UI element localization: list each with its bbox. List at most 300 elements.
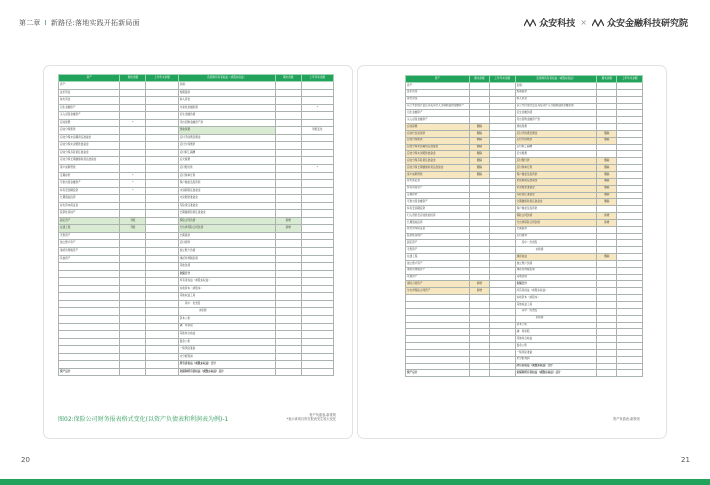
table-cell [490, 185, 515, 192]
table-cell: 永续债 [515, 247, 597, 254]
table-cell [120, 255, 146, 263]
table-cell: 资产总计 [59, 368, 120, 376]
table-row [59, 308, 334, 316]
table-cell [301, 240, 333, 248]
table-cell: * [120, 180, 146, 188]
chapter-header [19, 18, 140, 28]
table-cell [59, 278, 120, 286]
table-cell [146, 248, 178, 256]
table-cell [490, 83, 515, 90]
table-cell [275, 263, 301, 271]
table-cell [146, 89, 178, 97]
table-cell [597, 356, 617, 363]
table-row [59, 278, 334, 286]
table-cell [275, 270, 301, 278]
table-row [406, 137, 643, 144]
table-cell [617, 219, 643, 226]
table-cell: 删除 [469, 137, 489, 144]
table-row [59, 187, 334, 195]
table-cell [597, 336, 617, 343]
table-cell [597, 260, 617, 267]
table-cell [301, 315, 333, 323]
table-cell [597, 370, 617, 377]
table-row [59, 97, 334, 105]
table-cell: 应收分保长期健康险责任准备金 [406, 165, 470, 172]
table-cell [469, 274, 489, 281]
table-cell [490, 117, 515, 124]
table-cell: 未到期责任准备金 [178, 187, 275, 195]
table-cell: 预收保费 [515, 124, 597, 131]
table-row [406, 356, 643, 363]
table-cell [597, 83, 617, 90]
table-cell [597, 110, 617, 117]
table-cell: 应收分保账款 [406, 137, 470, 144]
table-cell [120, 240, 146, 248]
table-cell [617, 151, 643, 158]
table-cell: 应付保单红利 [178, 172, 275, 180]
table-row [59, 89, 334, 97]
section-title: 新路径:落地实践开拓新局面 [50, 19, 140, 27]
table-cell [617, 96, 643, 103]
table-cell [490, 363, 515, 370]
table-cell [490, 199, 515, 206]
table-cell [469, 185, 489, 192]
table-cell [275, 142, 301, 150]
table-cell: 资产总计 [406, 370, 470, 377]
table-cell: 以公允价值计量且其变动计入当期损益的金融负债 [515, 103, 597, 110]
table-cell [490, 343, 515, 350]
table-cell [146, 300, 178, 308]
table-cell: * [120, 172, 146, 180]
table-cell [617, 226, 643, 233]
table-cell: 新增 [597, 219, 617, 226]
table-cell [597, 363, 617, 370]
table-cell [301, 202, 333, 210]
table-cell: 以公允价值计量且其变动计入当期损益的金融资产 [406, 103, 470, 110]
table-cell [146, 232, 178, 240]
table-cell [120, 210, 146, 218]
table-cell: 应付职工薪酬 [515, 144, 597, 151]
table-cell: 所有者权益（或股东权益）： [515, 288, 597, 295]
table-cell [301, 142, 333, 150]
table-cell: 其他综合收益 [178, 331, 275, 339]
table-row [406, 206, 643, 213]
table-cell [469, 89, 489, 96]
table-row [406, 117, 643, 124]
table-cell: 归入贷款及应收款的投资 [406, 213, 470, 220]
table-cell: 拆入资金 [515, 96, 597, 103]
table-cell: 长期股权投资 [406, 219, 470, 226]
table-row [59, 331, 334, 339]
table-cell [490, 151, 515, 158]
table-cell [120, 82, 146, 90]
table-cell [490, 281, 515, 288]
table-cell: 无形资产 [59, 232, 120, 240]
table-row [59, 195, 334, 203]
table-cell [617, 363, 643, 370]
table-cell: 新增 [469, 288, 489, 295]
table-cell [59, 315, 120, 323]
table-cell [301, 331, 333, 339]
table-cell [406, 308, 470, 315]
table-cell [146, 119, 178, 127]
table-cell: 其他负债 [178, 263, 275, 271]
table-cell: 拆入资金 [178, 97, 275, 105]
table-row [406, 370, 643, 377]
table-cell [469, 226, 489, 233]
table-cell: 应收分保寿险责任准备金 [406, 158, 470, 165]
table-cell [275, 240, 301, 248]
table-cell [469, 315, 489, 322]
table-cell [120, 353, 146, 361]
table-cell [469, 219, 489, 226]
table-cell [469, 213, 489, 220]
table-cell [275, 157, 301, 165]
table-cell [490, 315, 515, 322]
table-row [406, 213, 643, 220]
table-cell: 新增 [469, 281, 489, 288]
table-cell: 递延所得税资产 [406, 267, 470, 274]
table-row [406, 171, 643, 178]
table-cell [120, 248, 146, 256]
table-cell [490, 192, 515, 199]
table-cell [597, 233, 617, 240]
table-cell [469, 206, 489, 213]
table-cell: 资本公积 [515, 322, 597, 329]
table-cell [617, 288, 643, 295]
table-cell [597, 295, 617, 302]
table-cell [146, 270, 178, 278]
table-row [406, 226, 643, 233]
table-cell: 保户储金及投资款 [178, 180, 275, 188]
table-cell [146, 225, 178, 233]
zhongan-logo-icon [524, 19, 536, 27]
table-cell: 新增 [275, 217, 301, 225]
table-cell [275, 361, 301, 369]
table-cell: 应交税费 [515, 151, 597, 158]
table-cell [301, 195, 333, 203]
table-cell [146, 263, 178, 271]
table-cell: 应付债券 [178, 240, 275, 248]
table-row [406, 274, 643, 281]
table-cell [301, 368, 333, 376]
table-cell [597, 349, 617, 356]
table-cell [490, 288, 515, 295]
table-cell [617, 281, 643, 288]
table-cell [275, 331, 301, 339]
column-header: 资产 [59, 75, 120, 82]
table-cell [275, 119, 301, 127]
table-row [59, 353, 334, 361]
table-cell [146, 210, 178, 218]
table-row [406, 336, 643, 343]
table-cell [490, 96, 515, 103]
table-cell: 删除 [469, 165, 489, 172]
table-cell [490, 219, 515, 226]
table-cell [490, 137, 515, 144]
table-cell [617, 322, 643, 329]
table-row [406, 178, 643, 185]
table-cell: 删除 [597, 178, 617, 185]
table-cell [406, 295, 470, 302]
table-cell [301, 172, 333, 180]
table-cell: 负债： [515, 83, 597, 90]
table-cell: 长期借款 [178, 232, 275, 240]
table-cell: 分出再保险合同负债 [178, 225, 275, 233]
table-cell: 负债合计 [515, 281, 597, 288]
table-cell [617, 165, 643, 172]
table-cell: 应收分保未到期责任准备金 [406, 144, 470, 151]
table-cell [617, 117, 643, 124]
table-cell [617, 103, 643, 110]
table-row [406, 322, 643, 329]
table-cell [146, 127, 178, 135]
chapter-label: 第二章 [19, 19, 41, 27]
table-row [59, 285, 334, 293]
table-cell [301, 361, 333, 369]
table-cell: 可供出售金融资产 [59, 180, 120, 188]
table-cell: 短期借款 [515, 89, 597, 96]
table-cell: 独立账户负债 [515, 260, 597, 267]
table-cell [469, 349, 489, 356]
table-row [59, 225, 334, 233]
table-cell [301, 285, 333, 293]
table-row [406, 130, 643, 137]
table-cell [490, 349, 515, 356]
table-cell [617, 158, 643, 165]
table-cell: 盈余公积 [178, 338, 275, 346]
table-cell: 实收资本（或股本） [178, 285, 275, 293]
table-cell: 分出再保险合同负债 [515, 219, 597, 226]
table-cell [146, 202, 178, 210]
table-cell: 应收保费 [406, 124, 470, 131]
column-header: 负债和所有者权益（或股东权益） [515, 76, 597, 83]
table-row [406, 343, 643, 350]
table-cell [301, 225, 333, 233]
table-cell [146, 187, 178, 195]
table-cell: 固定资产 [59, 217, 120, 225]
table-cell: 删除 [597, 165, 617, 172]
table-cell: 应收代位追偿款 [406, 130, 470, 137]
table-cell [59, 323, 120, 331]
table-cell [617, 192, 643, 199]
table-row [406, 110, 643, 117]
table-row [59, 338, 334, 346]
table-cell: 应付分保账款 [515, 137, 597, 144]
table-cell [490, 103, 515, 110]
table-row [406, 219, 643, 226]
table-row [406, 254, 643, 261]
table-cell [120, 127, 146, 135]
table-cell: 应收分保未决赔款准备金 [406, 151, 470, 158]
table-cell: 递延所得税资产 [59, 248, 120, 256]
table-cell [275, 89, 301, 97]
table-cell: 递延收益 [515, 254, 597, 261]
table-cell: 应付债券 [515, 233, 597, 240]
table-cell [469, 178, 489, 185]
table-cell [469, 83, 489, 90]
table-row [406, 281, 643, 288]
table-cell [617, 89, 643, 96]
table-cell: 买入返售金融资产 [59, 112, 120, 120]
table-cell [490, 226, 515, 233]
table-row [59, 240, 334, 248]
table-cell [617, 213, 643, 220]
table-cell: 持有至到期投资 [59, 187, 120, 195]
table-cell: 递延所得税负债 [178, 255, 275, 263]
table-cell [275, 232, 301, 240]
table-cell [59, 270, 120, 278]
table-cell: 衍生金融资产 [406, 110, 470, 117]
table-cell [617, 315, 643, 322]
table-cell [146, 353, 178, 361]
table-cell: 存出资本保证金 [406, 226, 470, 233]
table-cell [469, 363, 489, 370]
table-cell [490, 124, 515, 131]
table-cell: 列报 [120, 225, 146, 233]
table-cell: 投资性房地产 [59, 210, 120, 218]
table-cell: 定期存款 [406, 192, 470, 199]
table-cell [597, 274, 617, 281]
table-cell [120, 293, 146, 301]
table-row [406, 315, 643, 322]
table-cell: 永续债 [178, 308, 275, 316]
table-cell [469, 247, 489, 254]
table-cell [490, 267, 515, 274]
table-cell [275, 338, 301, 346]
table-row [406, 158, 643, 165]
table-cell: 新增 [275, 225, 301, 233]
table-cell: 减：库存股 [178, 323, 275, 331]
table-cell [469, 329, 489, 336]
table-cell [617, 343, 643, 350]
table-cell [617, 370, 643, 377]
table-cell [301, 134, 333, 142]
table-cell: 删除 [469, 124, 489, 131]
table-cell [146, 82, 178, 90]
table-cell: 存出资本保证金 [59, 202, 120, 210]
table-cell: 删除 [597, 158, 617, 165]
table-cell [406, 315, 470, 322]
table-cell [490, 165, 515, 172]
table-row [59, 217, 334, 225]
table-cell [406, 302, 470, 309]
table-cell: 资产： [59, 82, 120, 90]
table-cell: 删除 [469, 130, 489, 137]
table-cell [406, 329, 470, 336]
table-row [406, 308, 643, 315]
column-header: 上年年末余额 [617, 76, 643, 83]
table-cell [490, 206, 515, 213]
table-cell [275, 149, 301, 157]
table-cell [275, 82, 301, 90]
table-cell [275, 308, 301, 316]
table-cell [275, 300, 301, 308]
table-row [59, 165, 334, 173]
table-cell [469, 295, 489, 302]
table-cell: 应付保单红利 [515, 165, 597, 172]
table-cell [617, 267, 643, 274]
table-row [406, 103, 643, 110]
table-row [59, 232, 334, 240]
table-row [406, 83, 643, 90]
table-cell [597, 302, 617, 309]
table-cell [301, 97, 333, 105]
table-cell [301, 263, 333, 271]
table-cell [617, 233, 643, 240]
table-cell: 保险合同负债 [178, 217, 275, 225]
table-cell [469, 199, 489, 206]
table-row [406, 329, 643, 336]
table-cell: 所有者权益（或股东权益）合计 [515, 363, 597, 370]
table-cell [490, 370, 515, 377]
table-cell [490, 110, 515, 117]
column-header: 期末余额 [469, 76, 489, 83]
table-cell [490, 274, 515, 281]
table-cell: 保户质押贷款 [59, 165, 120, 173]
table-cell: 定期存款 [59, 172, 120, 180]
table-cell [469, 267, 489, 274]
table-cell: 保险合同资产 [406, 281, 470, 288]
table-row [59, 149, 334, 157]
table-row [59, 112, 334, 120]
table-cell [59, 331, 120, 339]
table-cell [617, 178, 643, 185]
table-cell [275, 180, 301, 188]
figure-caption: 图02:保险公司财务报表格式变化(以资产负债表和利润表为例)-1 [58, 416, 229, 423]
table-cell [301, 338, 333, 346]
balance-sheet-new-table [405, 75, 643, 377]
table-cell: * [120, 187, 146, 195]
table-cell [469, 260, 489, 267]
table-cell [275, 353, 301, 361]
table-row [406, 192, 643, 199]
table-cell: 保险合同负债 [515, 213, 597, 220]
table-row [59, 134, 334, 142]
table-cell: 存出保证金 [406, 178, 470, 185]
table-cell [301, 112, 333, 120]
table-row [59, 300, 334, 308]
table-cell [301, 353, 333, 361]
footer-bar [0, 479, 710, 485]
table-cell [59, 263, 120, 271]
table-cell: 盈余公积 [515, 343, 597, 350]
table-row [406, 295, 643, 302]
table-cell [469, 308, 489, 315]
table-cell [490, 213, 515, 220]
table-cell: 其他权益工具 [515, 302, 597, 309]
table-cell [469, 110, 489, 117]
table-cell [120, 104, 146, 112]
table-cell [59, 300, 120, 308]
logo-brand-text: 众安科技 [539, 19, 576, 29]
table-cell [597, 240, 617, 247]
table-cell [597, 322, 617, 329]
table-cell [597, 281, 617, 288]
table-cell [617, 302, 643, 309]
table-cell [146, 240, 178, 248]
table-cell: 负债和所有者权益（或股东权益）总计 [178, 368, 275, 376]
table-cell [490, 178, 515, 185]
table-cell [275, 134, 301, 142]
table-row [59, 346, 334, 354]
table-cell [120, 165, 146, 173]
table-cell [469, 322, 489, 329]
table-cell: 应付手续费及佣金 [178, 134, 275, 142]
table-row [406, 124, 643, 131]
column-header: 上年年末余额 [490, 76, 515, 83]
table-row [59, 180, 334, 188]
